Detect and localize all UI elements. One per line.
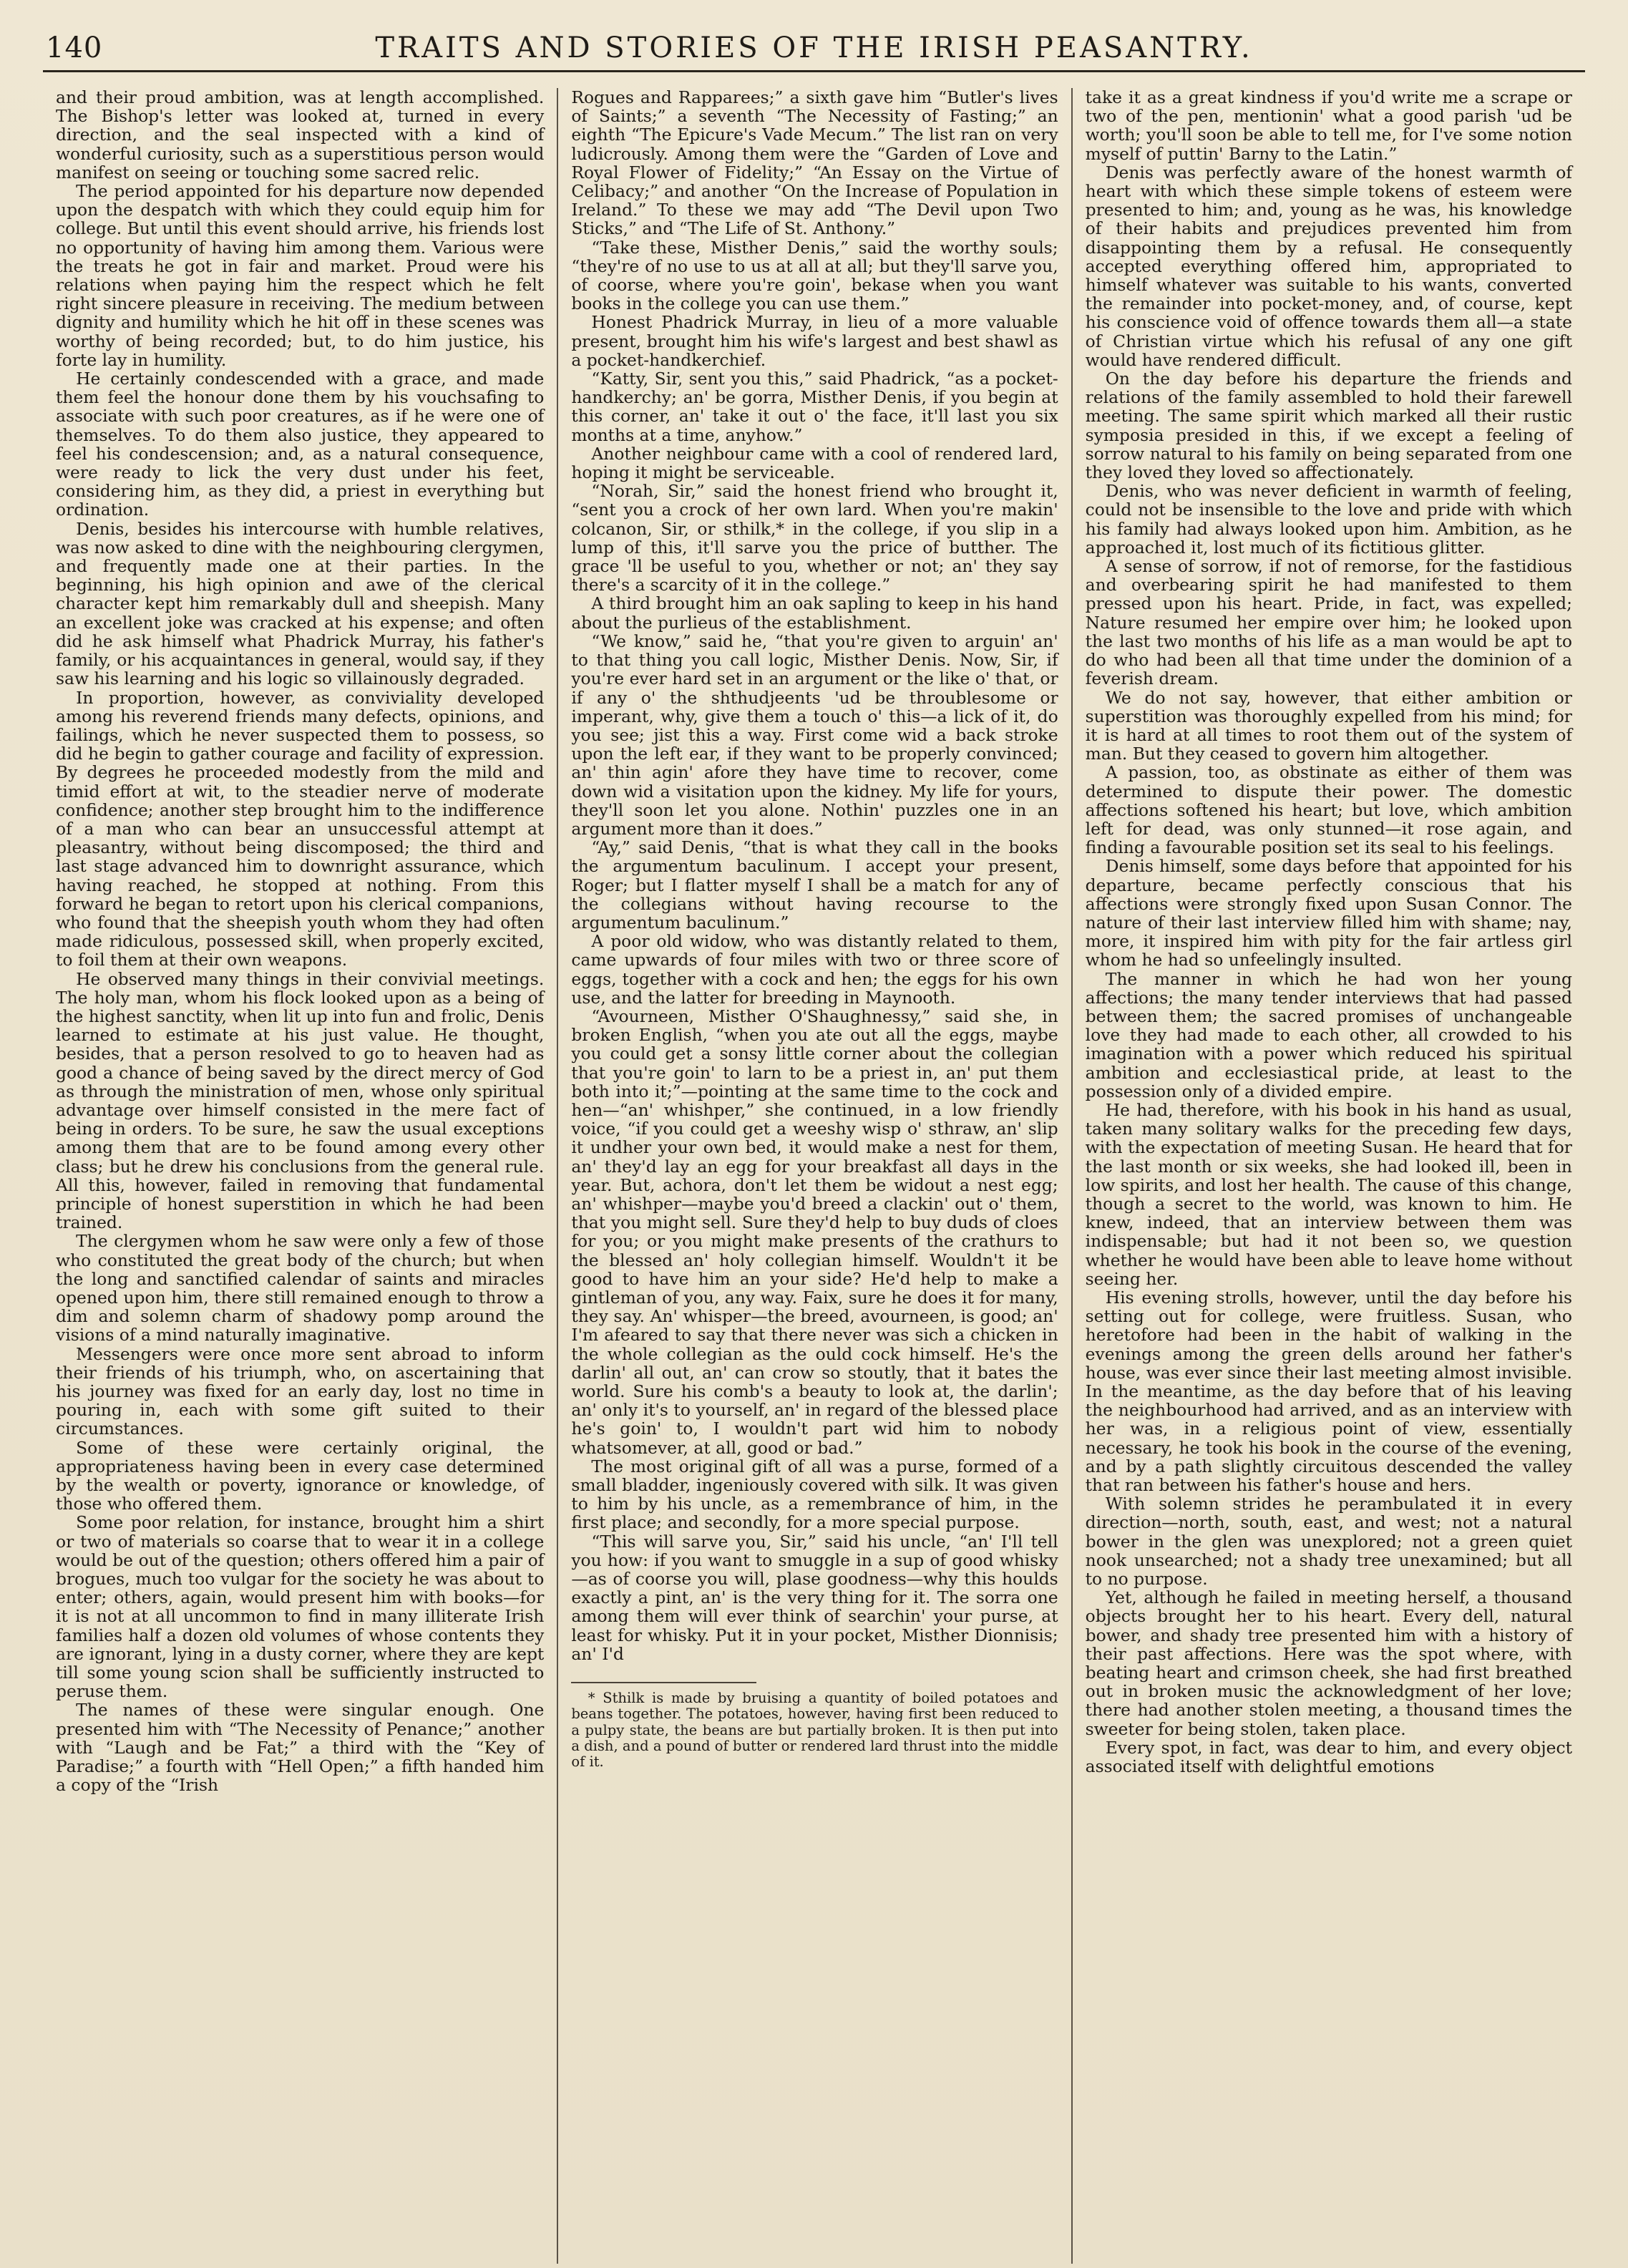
paragraph: take it as a great kindness if you'd write me a scrape or two of the pen, mentionin' what a good parish 'ud be worth; you'll soon be able to tell me, for I've some notion myself of puttin' Barny to the Latin.” xyxy=(1085,88,1572,164)
paragraph: A sense of sorrow, if not of remorse, for the fastidious and overbearing spirit he had manifested to them pressed upon his heart. Pride, in fact, was expelled; Nature resumed her empire over him; he looked upon the last two months of his life as a man would be apt to do who had been all that time under the dominion of a feverish dream. xyxy=(1085,556,1572,689)
paragraph: and their proud ambition, was at length accomplished. The Bishop's letter was looked at, turned in every direction, and the seal inspected with a kind of wonderful curiosity, such as a superstitious person would manifest on seeing or touching some sacred relic. xyxy=(56,88,545,182)
paragraph: Messengers were once more sent abroad to inform their friends of his triumph, who, on ascertaining that his journey was fixed for an early day, lost no time in pouring in, each with some gift suited to their circumstances. xyxy=(56,1343,545,1439)
paragraph: Some of these were certainly original, the appropriateness having been in every case determined by the wealth or poverty, ignorance or knowledge, of those who offered them. xyxy=(56,1437,545,1514)
paragraph: Some poor relation, for instance, brought him a shirt or two of materials so coarse that to wear it in a college would be out of the question; others offered him a pair of brogues, much too vulgar for the society he was about to enter; others, again, would present him with books—for it is not at all uncommon to find in many illiterate Irish families half a dozen old volumes of whose contents they are ignorant, lying in a dusty corner, where they are kept till some young scion shall be sufficiently instructed to peruse them. xyxy=(56,1512,545,1702)
paragraph: “Katty, Sir, sent you this,” said Phadrick, “as a pocket-handkerchy; an' be gorra, Misther Denis, if you begin at this corner, an' take it out o' the face, it'll last you six months at a time, anyhow.” xyxy=(571,369,1058,445)
paragraph: The period appointed for his departure now depended upon the despatch with which they could equip him for college. But until this event should arrive, his friends lost no opportunity of having him among them. Various were the treats he got in fair and market. Proud were his relations when paying him the respect which he felt right sincere pleasure in receiving. The medium between dignity and humility which he hit off in these scenes was worthy of being recorded; but, to do him justice, his forte lay in humility. xyxy=(56,181,545,370)
paragraph: Yet, although he failed in meeting herself, a thousand objects brought her to his heart. Every dell, natural bower, and shady tree presented him with a history of their past affections. Here was the spot where, with beating heart and crimson cheek, she had first breathed out in broken music the acknowledgment of her love; there had another stolen meeting, a thousand times the sweeter for being stolen, taken place. xyxy=(1085,1587,1572,1739)
paragraph: A poor old widow, who was distantly related to them, came upwards of four miles with two or three score of eggs, together with a cock and hen; the eggs for his own use, and the latter for breeding in Maynooth. xyxy=(571,931,1058,1008)
column-2 xyxy=(557,88,1071,2264)
paragraph: “Norah, Sir,” said the honest friend who brought it, “sent you a crock of her own lard. When you're makin' colcanon, Sir, or sthilk,* in the college, if you slip in a lump of this, it'll sarve you the price of butther. The grace 'll be useful to you, whether or not; an' they say there's a scarcity of it in the college.” xyxy=(571,481,1058,595)
paragraph: The manner in which he had won her young affections; the many tender interviews that had passed between them; the sacred promises of unchangeable love they had made to each other, all crowded to his imagination with a power which reduced his spiritual ambition and ecclesiastical pride, at least to the possession only of a divided empire. xyxy=(1085,968,1572,1101)
paragraph: A passion, too, as obstinate as either of them was determined to dispute their power. The domestic affections softened his heart; but love, which ambition left for dead, was only stunned—it rose again, and finding a favourable position set its seal to his feelings. xyxy=(1085,762,1572,858)
paragraph: The clergymen whom he saw were only a few of those who constituted the great body of the church; but when the long and sanctified calendar of saints and miracles opened upon him, there still remained enough to throw a dim and solemn charm of shadowy pomp around the visions of a mind naturally imaginative. xyxy=(56,1231,545,1345)
paragraph: “Ay,” said Denis, “that is what they call in the books the argumentum baculinum. I accept your present, Roger; but I flatter myself I shall be a match for any of the collegians without having recourse to the argumentum baculinum.” xyxy=(571,837,1058,933)
paragraph: He observed many things in their convivial meetings. The holy man, whom his flock looked upon as a being of the highest sanctity, when lit up into fun and frolic, Denis learned to estimate at his just value. He thought, besides, that a person resolved to go to heaven had as good a chance of being saved by the direct mercy of God as through the ministration of men, whose only spiritual advantage over himself consisted in the mere fact of being in orders. To be sure, he saw the usual exceptions among them that are to be found among every other class; but he drew his conclusions from the general rule. All this, however, failed in removing that fundamental principle of honest superstition in which he had been trained. xyxy=(56,968,545,1233)
paragraph: Denis, besides his intercourse with humble relatives, was now asked to dine with the neighbouring clergymen, and frequently made one at their parties. In the beginning, his high opinion and awe of the clerical character kept him remarkably dull and sheepish. Many an excellent joke was cracked at his expense; and often did he ask himself what Phadrick Murray, his father's family, or his acquaintances in general, would say, if they saw his learning and his logic so villainously degraded. xyxy=(56,518,545,689)
paragraph: Honest Phadrick Murray, in lieu of a more valuable present, brought him his wife's largest and best shawl as a pocket-handkerchief. xyxy=(571,312,1058,370)
paragraph: On the day before his departure the friends and relations of the family assembled to hold their farewell meeting. The same spirit which marked all their rustic symposia presided in this, if we except a feeling of sorrow natural to his family on being separated from one they loved they loved so affectionately. xyxy=(1085,369,1572,483)
paragraph: Denis was perfectly aware of the honest warmth of heart with which these simple tokens of esteem were presented to him; and, young as he was, his knowledge of their habits and prejudices prevented him from disappointing them by a refusal. He consequently accepted everything offered him, appropriated to himself whatever was suitable to his wants, converted the remainder into pocket-money, and, of course, kept his conscience void of offence towards them all—a state of Christian virtue which his refusal of any one gift would have rendered difficult. xyxy=(1085,162,1572,370)
paragraph: Denis himself, some days before that appointed for his departure, became perfectly conscious that his affections were strongly fixed upon Susan Connor. The nature of their last interview filled him with shame; nay, more, it inspired him with pity for the fair artless girl whom he had so unfeelingly insulted. xyxy=(1085,856,1572,970)
paragraph: Denis, who was never deficient in warmth of feeling, could not be insensible to the love and pride with which his family had always looked upon him. Ambition, as he approached it, lost much of its fictitious glitter. xyxy=(1085,481,1572,558)
paragraph: “We know,” said he, “that you're given to arguin' an' to that thing you call logic, Misther Denis. Now, Sir, if you're ever hard set in an argument or the like o' that, or if any o' the shthudjeents 'ud be throublesome or imperant, why, give them a touch o' this—a lick of it, do you see; jist this a way. First come wid a back stroke upon the left ear, if they want to be properly convinced; an' thin agin' afore they have time to recover, come down wid a visitation upon the kidney. My life for yours, they'll soon let you alone. Nothin' puzzles one in an argument more than it does.” xyxy=(571,631,1058,839)
paragraph: He had, therefore, with his book in his hand as usual, taken many solitary walks for the preceding few days, with the expectation of meeting Susan. He heard that for the last month or six weeks, she had looked ill, been in low spirits, and lost her health. The cause of this change, though a secret to the world, was known to him. He knew, indeed, that an interview between them was indispensable; but had it not been so, we question whether he would have been able to leave home without seeing her. xyxy=(1085,1099,1572,1289)
paragraph: His evening strolls, however, until the day before his setting out for college, were fruitless. Susan, who heretofore had been in the habit of walking in the evenings among the green dells around her father's house, was ever since their last meeting almost invisible. In the meantime, as the day before that of his leaving the neighbourhood had arrived, and as an interview with her was, in a religious point of view, essentially necessary, he took his book in the course of the evening, and by a path slightly circuitous descended the valley that ran between his father's house and hers. xyxy=(1085,1288,1572,1496)
paragraph: “This will sarve you, Sir,” said his uncle, “an' I'll tell you how: if you want to smuggle in a sup of good whisky—as of coorse you will, plase goodness—why this houlds exactly a pint, an' is the very thing for it. The sorra one among them will ever think of searchin' your purse, at least for whisky. Put it in your pocket, Misther Dionnisis; an' I'd xyxy=(571,1531,1058,1664)
paragraph: The most original gift of all was a purse, formed of a small bladder, ingeniously covered with silk. It was given to him by his uncle, as a remembrance of him, in the first place; and secondly, for a more special purpose. xyxy=(571,1456,1058,1533)
column-1 xyxy=(43,88,557,2264)
paragraph: Another neighbour came with a cool of rendered lard, hoping it might be serviceable. xyxy=(571,443,1058,483)
page-number: 140 xyxy=(46,31,103,64)
paragraph: He certainly condescended with a grace, and made them feel the honour done them by his vouchsafing to associate with such poor creatures, as if he were one of themselves. To do them also justice, they appeared to feel his condescension; and, as a natural consequence, were ready to lick the very dust under his feet, considering him, as they did, a priest in everything but ordination. xyxy=(56,369,545,520)
footnote: * Sthilk is made by bruising a quantity of boiled potatoes and beans together. The potatoes, however, having first been reduced to a pulpy state, the beans are but partially broken. It is then put into a dish, and a pound of butter or rendered lard thrust into the middle of it. xyxy=(571,1690,1058,1770)
paragraph: The names of these were singular enough. One presented him with “The Necessity of Penance;” another with “Laugh and be Fat;” a third with the “Key of Paradise;” a fourth with “Hell Open;” a fifth handed him a copy of the “Irish xyxy=(56,1700,545,1796)
page-header xyxy=(43,27,1585,72)
running-title: TRAITS AND STORIES OF THE IRISH PEASANTRY. xyxy=(375,31,1253,64)
paragraph: With solemn strides he perambulated it in every direction—north, south, east, and west; not a natural bower in the glen was unexplored; not a green quiet nook unsearched; not a shady tree unexamined; but all to no purpose. xyxy=(1085,1494,1572,1590)
paragraph: “Avourneen, Misther O'Shaughnessy,” said she, in broken English, “when you ate out all the eggs, maybe you could get a sonsy little corner about the collegian that you're goin' to larn to be a priest in, an' put them both into it;”—pointing at the same time to the cock and hen—“an' whishper,” she continued, in a low friendly voice, “if you could get a weeshy wisp o' sthraw, an' slip it undher your own bed, it would make a nest for them, an' they'd lay an egg for your breakfast all days in the year. But, achora, don't let them be widout a nest egg; an' whishper—maybe you'd breed a clackin' out o' them, that you might sell. Sure they'd help to buy duds of cloes for you; or you might make presents of the crathurs to the blessed an' holy collegian himself. Wouldn't it be good to have him an your side? He'd help to make a gintleman of you, any way. Faix, sure he does it for many, they say. An' whisper—the breed, avourneen, is good; an' I'm afeared to say that there never was sich a chicken in the whole collegian as the ould cock himself. He's the darlin' all out, an' can crow so stoutly, that it bates the world. Sure his comb's a beauty to look at, the darlin'; an' only it's to yourself, an' in regard of the blessed place he's goin' to, I wouldn't part wid him to nobody whatsomever, at all, good or bad.” xyxy=(571,1006,1058,1458)
text-columns xyxy=(43,88,1585,2264)
paragraph: A third brought him an oak sapling to keep in his hand about the purlieus of the establishment. xyxy=(571,593,1058,633)
footnote-rule xyxy=(571,1682,756,1683)
paragraph: In proportion, however, as conviviality developed among his reverend friends many defects, opinions, and failings, which he never suspected them to possess, so did he begin to gather courage and facility of expression. By degrees he proceeded modestly from the mild and timid effort at wit, to the steadier nerve of moderate confidence; another step brought him to the indifference of a man who can bear an unsuccessful attempt at pleasantry, without being discomposed; the third and last stage advanced him to downright assurance, which having reached, he stopped at nothing. From this forward he began to retort upon his clerical companions, who found that the sheepish youth whom they had often made ridiculous, possessed skill, when properly excited, to foil them at their own weapons. xyxy=(56,687,545,970)
paragraph: “Take these, Misther Denis,” said the worthy souls; “they're of no use to us at all at all; but they'll sarve you, of coorse, where you're goin', bekase when you want books in the college you can use them.” xyxy=(571,237,1058,314)
paragraph: Rogues and Rapparees;” a sixth gave him “Butler's lives of Saints;” a seventh “The Necessity of Fasting;” an eighth “The Epicure's Vade Mecum.” The list ran on very ludicrously. Among them were the “Garden of Love and Royal Flower of Fidelity;” “An Essay on the Virtue of Celibacy;” and another “On the Increase of Population in Ireland.” To these we may add “The Devil upon Two Sticks,” and “The Life of St. Anthony.” xyxy=(571,88,1058,239)
paragraph: Every spot, in fact, was dear to him, and every object associated itself with delightful emotions xyxy=(1085,1737,1572,1777)
column-3 xyxy=(1071,88,1585,2264)
paragraph: We do not say, however, that either ambition or superstition was thoroughly expelled from his mind; for it is hard at all times to root them out of the system of man. But they ceased to govern him altogether. xyxy=(1085,687,1572,764)
